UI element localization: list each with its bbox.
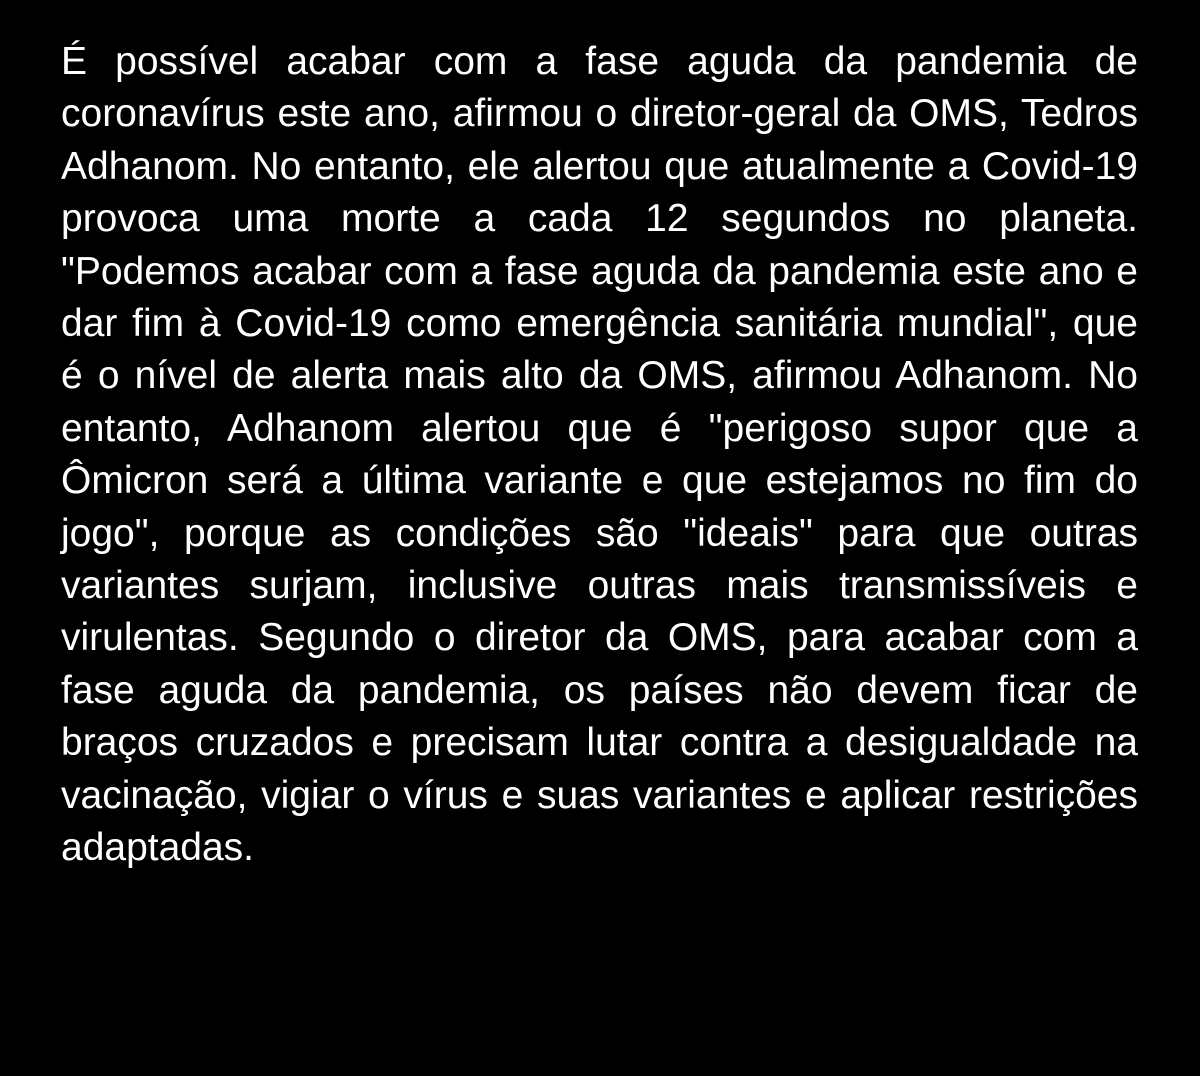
article-paragraph: É possível acabar com a fase aguda da pandemia de coronavírus este ano, afirmou o diretor-geral da OMS, Tedros Adhanom. No entanto, ele alertou que atualmente a Covid-19 provoca uma morte a cada 12 segundos no planeta. "Podemos acabar com a fase aguda da pandemia este ano e dar fim à Covid-19 como emergência sanitária mundial", que é o nível de alerta mais alto da OMS, afirmou Adhanom. No entanto, Adhanom alertou que é "perigoso supor que a Ômicron será a última variante e que estejamos no fim do jogo", porque as condições são "ideais" para que outras variantes surjam, inclusive outras mais transmissíveis e virulentas. Segundo o diretor da OMS, para acabar com a fase aguda da pandemia, os países não devem ficar de braços cruzados e precisam lutar contra a desigualdade na vacinação, vigiar o vírus e suas variantes e aplicar restrições adaptadas. [61, 40, 1138, 870]
